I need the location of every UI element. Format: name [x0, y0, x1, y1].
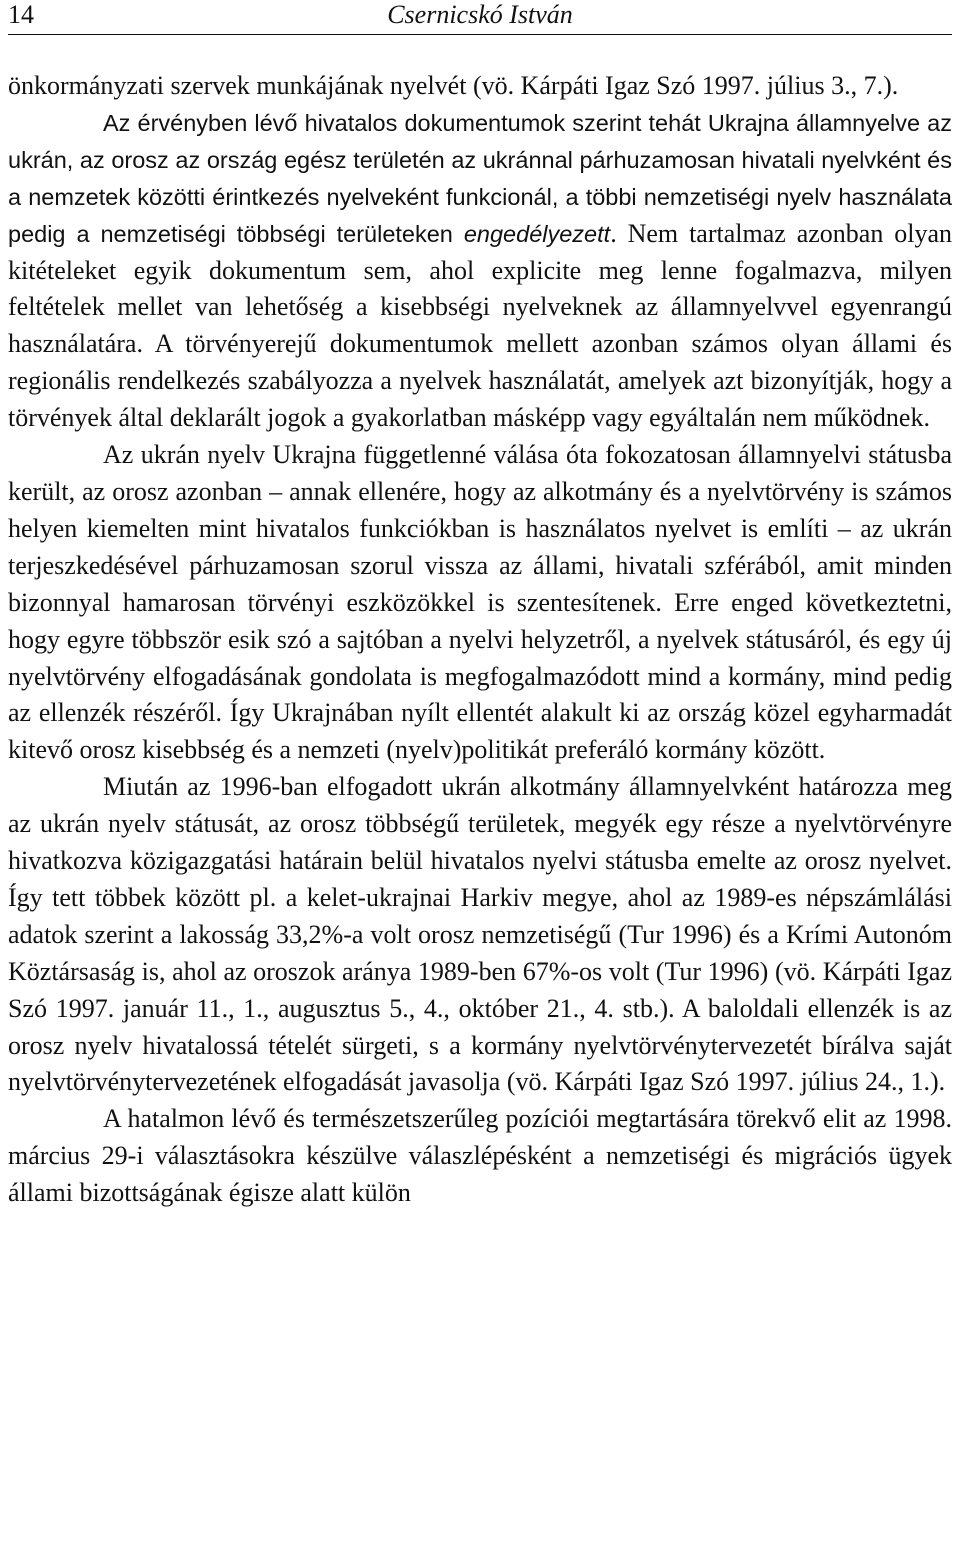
page-header [8, 0, 952, 35]
paragraph-text: Miután az 1996-ban elfogadott ukrán alkotmány államnyelvként határozza meg az ukrán nyelv státusát, az orosz többségű területek, megyék egy része a nyelvtörvényre hivatkozva közigazgatási határain belül hivatalos nyelvi státusba emelte az orosz nyelvet. Így tett többek között pl. a kelet-ukrajnai Harkiv megye, ahol az 1989-es népszámlálási adatok szerint a lakosság 33,2%-a volt orosz nemzetiségű (Tur 1996) és a Krími Autonóm Köztársaság is, ahol az oroszok aránya 1989-ben 67%-os volt (Tur 1996) (vö. Kárpáti Igaz Szó 1997. január 11., 1., augusztus 5., 4., október 21., 4. stb.). A baloldali ellenzék is az orosz nyelv hivatalossá tételét sürgeti, s a kormány nyelvtörvénytervezetét bírálva saját nyelvtörvénytervezetének elfogadását javasolja (vö. Kárpáti Igaz Szó 1997. július 24., 1.). [8, 772, 952, 1097]
paragraph-text: . Nem tartalmaz azonban olyan kitételeket egyik dokumentum sem, ahol explicite meg lenne fogalmazva, milyen feltételek mellet van lehetőség a kisebbségi nyelveknek az államnyelvvel egyenrangú használatára. [8, 218, 953, 359]
body-text [8, 68, 952, 1212]
paragraph-official-documents [8, 105, 952, 437]
paragraph-ruling-elite [8, 1101, 952, 1212]
running-head-author: Csernicskó István [387, 0, 573, 29]
paragraph-text: önkormányzati szervek munkájának nyelvét (vö. Kárpáti Igaz Szó 1997. július 3., 7.). [8, 71, 899, 100]
paragraph-ukrainian-language [8, 437, 952, 769]
emphasis-engedelyezett: engedélyezett [463, 220, 611, 247]
paragraph-text: Az ukrán nyelv Ukrajna függetlenné válása óta fokozatosan államnyelvi státusba került, az orosz azonban – annak ellenére, hogy az alkotmány és a nyelvtörvény is számos helyen kiemelten mint hivatalos funkciókban is használatos nyelvet is említi – az ukrán terjeszkedésével párhuzamosan szorul vissza az állami, hivatali szférából, amit minden bizonnyal hamarosan törvényi eszközökkel is szentesítenek. Erre enged következtetni, hogy egyre többször esik szó a sajtóban a nyelvi helyzetről, a nyelvek státusáról, és egy új nyelvtörvény elfogadásának gondolata is megfogalmazódott mind a kormány, mind pedig az ellenzék részéről. Így Ukrajnában nyílt ellentét alakult ki az ország közel egyharmadát kitevő orosz kisebbség és a nemzeti (nyelv)politikát preferáló kormány között. [8, 440, 952, 765]
page-number: 14 [8, 0, 34, 29]
paragraph-text: A hatalmon lévő és természetszerűleg pozíciói megtartására törekvő elit az 1998. március 29-i választásokra készülve válaszlépésként a nemzetiségi és migrációs ügyek állami bizottságának égisze alatt külön [8, 1104, 952, 1208]
paragraph-text: A törvényerejű dokumentumok mellett azonban számos olyan állami és regionális rendelkezés szabályozza a nyelvek használatát, amelyek azt bizonyítják, hogy a törvények által deklarált jogok a gyakorlatban másképp vagy egyáltalán nem működnek. [8, 329, 952, 433]
paragraph-continued [8, 68, 952, 105]
paragraph-1996-constitution [8, 769, 952, 1101]
paragraph-text-sans: Az érvényben lévő hivatalos dokumentumok szerint tehát Ukrajna államnyelve az ukrán, az orosz az ország egész területén az ukránnal párhuzamosan hivatali nyelvként és a nemzetek közötti érintkezés nyelveként funkcionál, a többi nemzetiségi nyelv használata pedig a nemzetiségi többségi területeken [8, 109, 952, 247]
